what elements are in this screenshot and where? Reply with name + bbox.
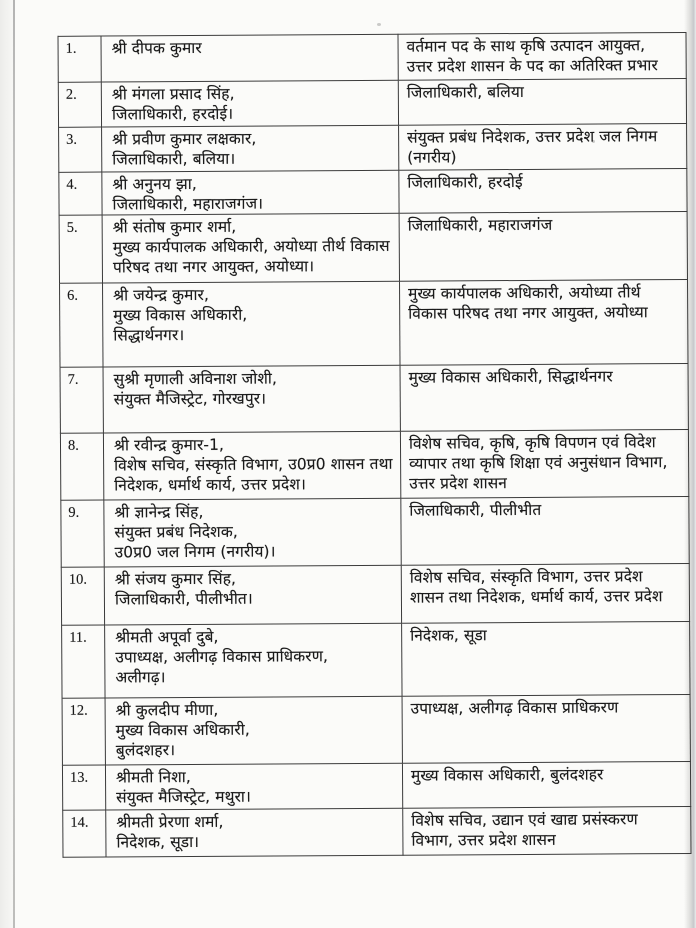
posting-cell [402,761,690,808]
officer-cell [106,808,403,857]
table-row [62,761,690,810]
table-row [63,806,691,857]
officer-text-line: जिलाधिकारी, महाराजगंज। [112,194,264,214]
officer-text-line: श्री रवीन्द्र कुमार-1, [113,435,225,455]
posting-cell [400,279,689,365]
officer-cell [102,213,399,283]
serial-number: 5. [59,215,102,283]
table-row [58,78,686,127]
posting-text-line: वर्तमान पद के साथ कृषि उत्पादन आयुक्त, [406,36,646,56]
posting-text-line: जिलाधिकारी, महाराजगंज [407,215,553,235]
officer-cell [104,565,401,625]
posting-cell [401,563,689,623]
posting-cell [401,496,689,565]
posting-cell [400,363,688,431]
scan-left-margin [0,0,13,928]
officer-text-line: श्री जयेन्द्र कुमार, [113,285,210,305]
officer-text-line: मुख्य कार्यपालक अधिकारी, अयोध्या तीर्थ विकास [112,236,390,257]
posting-text-line: विभाग, उत्तर प्रदेश शासन [411,830,556,850]
officer-text-line: श्री संतोष कुमार शर्मा, [112,217,237,237]
table-row [58,32,686,82]
posting-text-line: जिलाधिकारी, बलिया [406,82,524,102]
serial-number: 13. [62,765,105,810]
officer-text-line: संयुक्त मैजिस्ट्रेट, मथुरा। [116,787,252,807]
posting-text-line: संयुक्त प्रबंध निदेशक, उत्तर प्रदेश जल निगम [407,127,658,147]
posting-cell [399,211,687,281]
officer-text-line: संयुक्त मैजिस्ट्रेट, गोरखपुर। [113,389,267,409]
posting-text-line: उपाध्यक्ष, अलीगढ़ विकास प्राधिकरण [410,698,619,718]
officer-text-line: श्री अनुनय झा, [112,174,197,194]
officer-text-line: श्रीमती अपूर्वा दुबे, [115,627,219,647]
posting-text-line: (नगरीय) [407,148,457,167]
serial-number: 12. [62,698,105,765]
posting-text-line: जिलाधिकारी, पीलीभीत [409,500,542,520]
officer-text-line: सिद्धार्थनगर। [113,326,185,345]
posting-text-line: व्यापार तथा कृषि शिक्षा एवं अनुसंधान विभाग, [409,453,668,473]
serial-number: 3. [59,127,102,172]
posting-text-line: विशेष सचिव, कृषि, कृषि विपणन एवं विदेश [408,433,656,453]
table-row [61,563,689,625]
table-row [62,694,690,765]
table-row [60,429,688,500]
officer-text-line: संयुक्त प्रबंध निदेशक, [114,522,238,542]
officer-text-line: श्रीमती निशा, [115,768,191,787]
officer-cell [101,34,398,82]
officer-text-line: मुख्य विकास अधिकारी, [115,720,250,740]
officer-text-line: सुश्री मृणाली अविनाश जोशी, [113,369,278,389]
table-row [62,621,690,698]
posting-text-line: मुख्य विकास अधिकारी, बुलंदशहर [410,765,604,785]
posting-cell [399,168,687,213]
posting-cell [398,78,686,125]
table-body [58,32,691,857]
scan-fold-line [13,0,15,928]
serial-number: 11. [62,625,105,698]
serial-number: 6. [60,283,104,367]
officer-text-line: जिलाधिकारी, हरदोई। [111,104,234,124]
officer-text-line: निदेशक, सूडा। [116,832,200,852]
table-row [59,123,687,172]
officer-cell [101,80,398,127]
officer-cell [102,125,399,172]
officer-text-line: श्री कुलदीप मीणा, [115,700,219,720]
officer-text-line: श्री मंगला प्रसाद सिंह, [111,84,235,104]
officer-text-line: अलीगढ़। [115,668,166,687]
posting-text-line: उत्तर प्रदेश शासन [409,474,508,493]
officer-cell [105,696,402,765]
officer-text-line: जिलाधिकारी, पीलीभीत। [114,589,253,609]
officer-text-line: विशेष सचिव, संस्कृति विभाग, उ0प्र0 शासन तथा [114,454,393,475]
officer-text-line: श्री ज्ञानेन्द्र सिंह, [114,502,204,522]
posting-cell [399,123,687,170]
serial-number: 7. [60,367,103,433]
officer-text-line: जिलाधिकारी, बलिया। [112,149,236,169]
posting-text-line: विशेष सचिव, उद्यान एवं खाद्य प्रसंस्करण [411,810,638,830]
posting-text-line: जिलाधिकारी, हरदोई [407,172,523,192]
posting-cell [398,32,686,80]
posting-cell [400,429,688,498]
posting-cell [402,694,690,763]
table-row [60,363,688,433]
serial-number: 2. [58,82,101,127]
serial-number: 8. [60,433,103,500]
officer-cell [105,623,402,698]
serial-number: 10. [61,567,104,625]
transfer-order-table [57,32,691,858]
table-row [61,496,689,567]
officer-text-line: श्री दीपक कुमार [111,38,202,58]
officer-text-line: बुलंदशहर। [115,741,176,760]
officer-text-line: श्रीमती प्रेरणा शर्मा, [116,812,224,832]
officer-text-line: श्री प्रवीण कुमार लक्षकार, [112,129,257,149]
serial-number: 14. [63,810,106,857]
scan-speck [377,23,381,26]
posting-text-line: उत्तर प्रदेश शासन के पद का अतिरिक्त प्रभार [406,56,658,76]
officer-text-line: उपाध्यक्ष, अलीगढ़ विकास प्राधिकरण, [115,647,329,667]
officer-cell [102,170,399,215]
officer-cell [103,431,400,500]
posting-text-line: निदेशक, सूडा [410,626,487,645]
table-row [59,168,687,215]
serial-number: 4. [59,172,102,215]
posting-text-line: विकास परिषद तथा नगर आयुक्त, अयोध्या [408,303,648,323]
posting-text-line: शासन तथा निदेशक, धर्मार्थ कार्य, उत्तर प्रदेश [409,587,663,607]
officer-cell [103,281,401,367]
table-row [59,211,687,283]
table-row [60,279,689,367]
officer-text-line: परिषद तथा नगर आयुक्त, अयोध्या। [112,257,315,277]
officer-cell [105,763,402,810]
posting-cell [403,806,691,855]
posting-cell [402,621,690,696]
officer-cell [104,498,401,567]
officer-text-line: मुख्य विकास अधिकारी, [113,305,248,325]
officer-cell [103,365,400,433]
serial-number: 9. [61,500,104,567]
transfer-order-table-wrap [57,32,668,858]
officer-text-line: निदेशक, धर्मार्थ कार्य, उत्तर प्रदेश। [114,475,306,495]
posting-text-line: मुख्य कार्यपालक अधिकारी, अयोध्या तीर्थ [408,283,641,303]
posting-text-line: मुख्य विकास अधिकारी, सिद्धार्थनगर [408,367,613,387]
officer-text-line: श्री संजय कुमार सिंह, [114,569,237,589]
serial-number: 1. [58,36,101,82]
posting-text-line: विशेष सचिव, संस्कृति विभाग, उत्तर प्रदेश [409,567,643,587]
officer-text-line: उ0प्र0 जल निगम (नगरीय)। [114,542,276,562]
